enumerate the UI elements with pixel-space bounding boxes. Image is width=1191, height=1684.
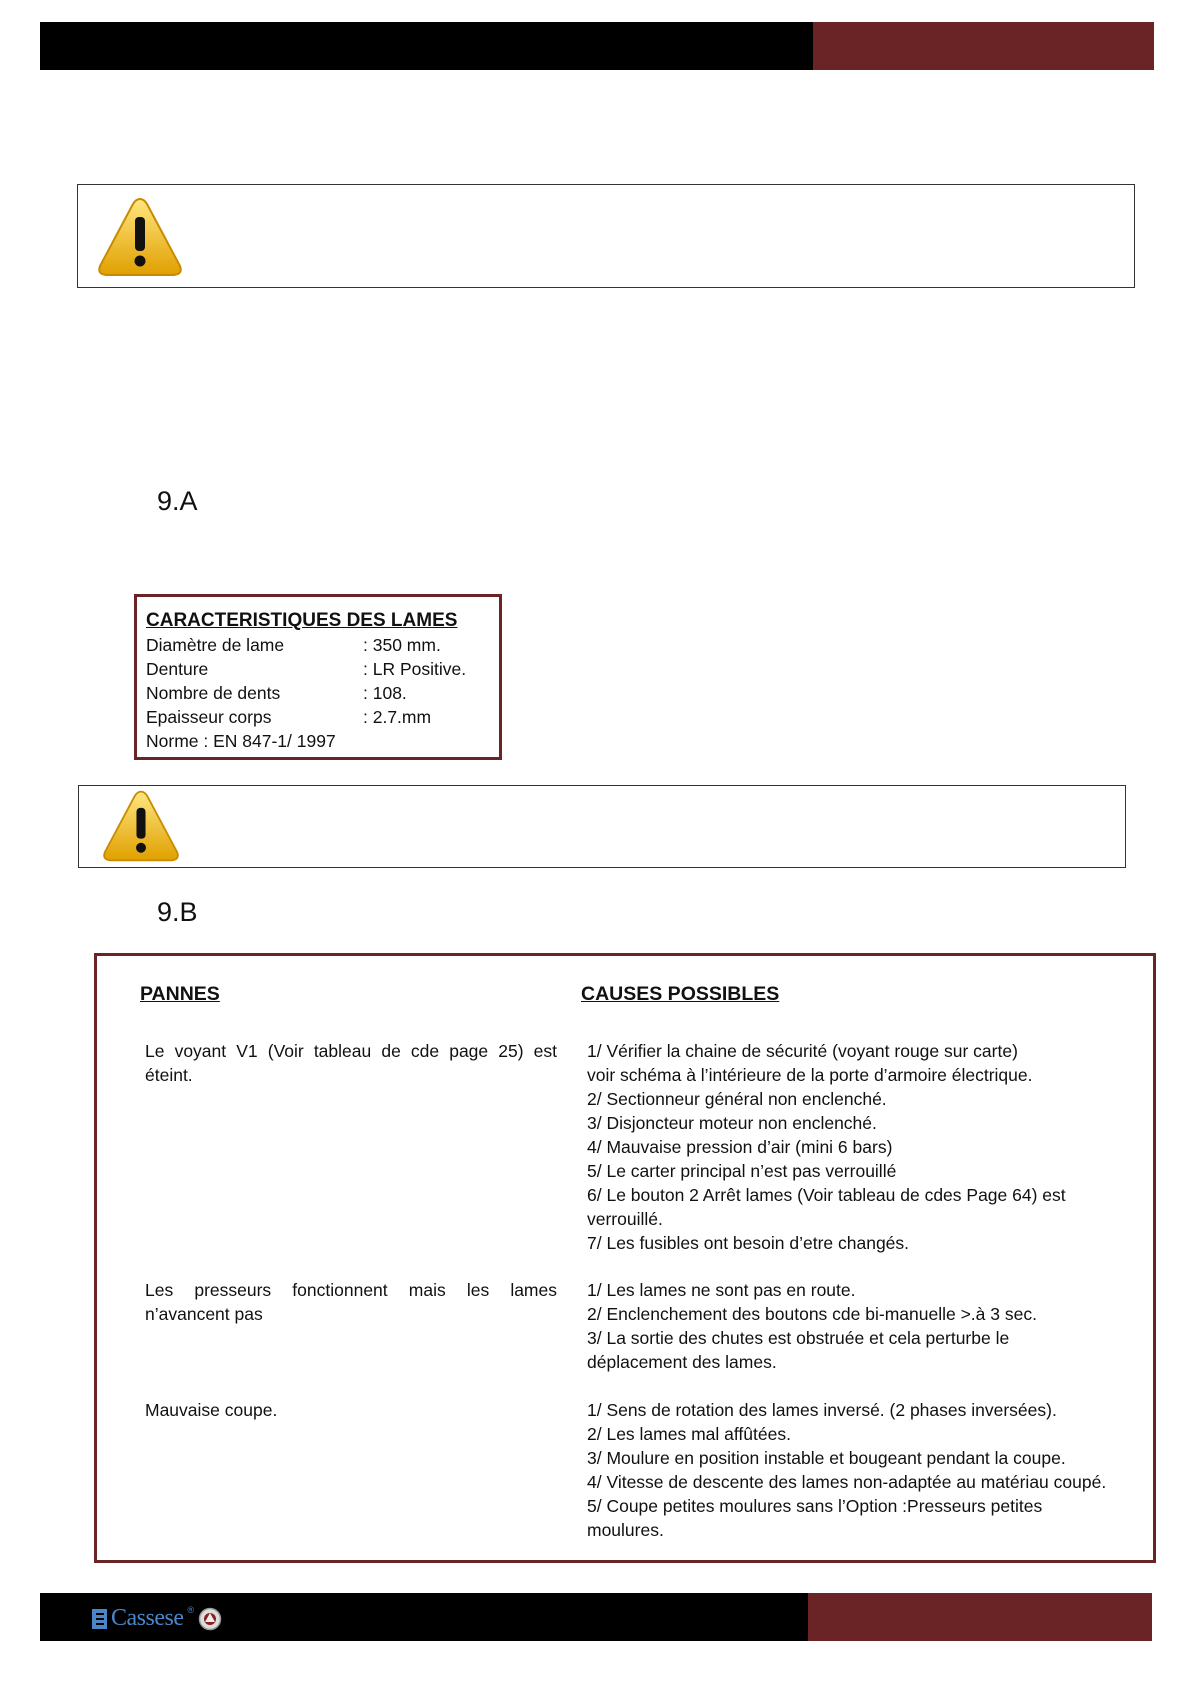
pannes-header: PANNES xyxy=(140,983,220,1005)
cause-line: 1/ Sens de rotation des lames inversé. (2 phases inversées). xyxy=(587,1400,1057,1420)
fault-causes xyxy=(587,1039,1117,1255)
header-bar-accent xyxy=(813,22,1154,70)
cause-line: 2/ Sectionneur général non enclenché. xyxy=(587,1089,887,1109)
spec-value: : 108. xyxy=(363,683,407,703)
spec-norm: Norme : EN 847-1/ 1997 xyxy=(146,731,336,751)
blade-specs-box xyxy=(134,594,502,760)
section-9b-heading: 9.B xyxy=(157,897,198,927)
spec-label: Nombre de dents xyxy=(146,683,281,703)
cause-line: 6/ Le bouton 2 Arrêt lames (Voir tableau de cdes Page 64) est xyxy=(587,1185,1066,1205)
cause-line: 2/ Enclenchement des boutons cde bi-manuelle >.à 3 sec. xyxy=(587,1304,1037,1324)
spec-row xyxy=(146,681,499,705)
fault-description: Mauvaise coupe. xyxy=(145,1400,278,1420)
warning-triangle-icon xyxy=(97,788,185,864)
fault-causes xyxy=(587,1398,1117,1542)
cause-line: 5/ Coupe petites moulures sans l’Option :Presseurs petites xyxy=(587,1496,1043,1516)
header-bar xyxy=(40,22,1154,70)
spec-value: : 2.7.mm xyxy=(363,707,432,727)
footer-bar-dark xyxy=(40,1593,808,1641)
cause-line: 2/ Les lames mal affûtées. xyxy=(587,1424,791,1444)
causes-header: CAUSES POSSIBLES xyxy=(581,983,780,1005)
brand-registered-mark: ® xyxy=(187,1605,195,1615)
spec-label: Denture xyxy=(146,659,209,679)
cause-line: 4/ Mauvaise pression d’air (mini 6 bars) xyxy=(587,1137,893,1157)
fault-causes xyxy=(587,1278,1117,1374)
brand-emblem-icon xyxy=(198,1607,222,1631)
blade-specs-title: CARACTERISTIQUES DES LAMES xyxy=(146,610,458,631)
warning-box-1 xyxy=(77,184,1135,288)
cause-line: 1/ Les lames ne sont pas en route. xyxy=(587,1280,856,1300)
warning-box-2 xyxy=(78,785,1126,868)
spec-label: Diamètre de lame xyxy=(146,635,285,655)
cause-line: voir schéma à l’intérieure de la porte d’armoire électrique. xyxy=(587,1065,1033,1085)
spec-row xyxy=(146,633,499,657)
cassese-logo xyxy=(92,1605,222,1632)
cause-line: 1/ Vérifier la chaine de sécurité (voyant rouge sur carte) xyxy=(587,1041,1018,1061)
spec-label: Epaisseur corps xyxy=(146,707,272,727)
cause-line: déplacement des lames. xyxy=(587,1352,777,1372)
cassese-logo-mark-icon xyxy=(92,1609,107,1629)
spec-value: : 350 mm. xyxy=(363,635,441,655)
cause-line: 3/ La sortie des chutes est obstruée et cela perturbe le xyxy=(587,1328,1010,1348)
troubleshooting-table xyxy=(94,953,1156,1563)
footer-bar xyxy=(40,1593,1152,1641)
cause-line: 3/ Moulure en position instable et bougeant pendant la coupe. xyxy=(587,1448,1066,1468)
spec-value: : LR Positive. xyxy=(363,659,467,679)
fault-description: Le voyant V1 (Voir tableau de cde page 25) est éteint. xyxy=(145,1041,557,1085)
footer-bar-accent xyxy=(808,1593,1152,1641)
brand-name: Cassese xyxy=(111,1605,184,1631)
cause-line: 5/ Le carter principal n’est pas verrouillé xyxy=(587,1161,897,1181)
cause-line: 3/ Disjoncteur moteur non enclenché. xyxy=(587,1113,877,1133)
cause-line: 7/ Les fusibles ont besoin d’etre changés. xyxy=(587,1233,910,1253)
fault-description: Les presseurs fonctionnent mais les lames n’avancent pas xyxy=(145,1280,557,1324)
warning-triangle-icon xyxy=(96,195,184,279)
spec-row xyxy=(146,657,499,681)
cause-line: 4/ Vitesse de descente des lames non-adaptée au matériau coupé. xyxy=(587,1472,1107,1492)
cause-line: verrouillé. xyxy=(587,1209,663,1229)
section-9a-heading: 9.A xyxy=(157,486,198,516)
cause-line: moulures. xyxy=(587,1520,664,1540)
header-bar-dark xyxy=(40,22,813,70)
spec-row xyxy=(146,705,499,729)
